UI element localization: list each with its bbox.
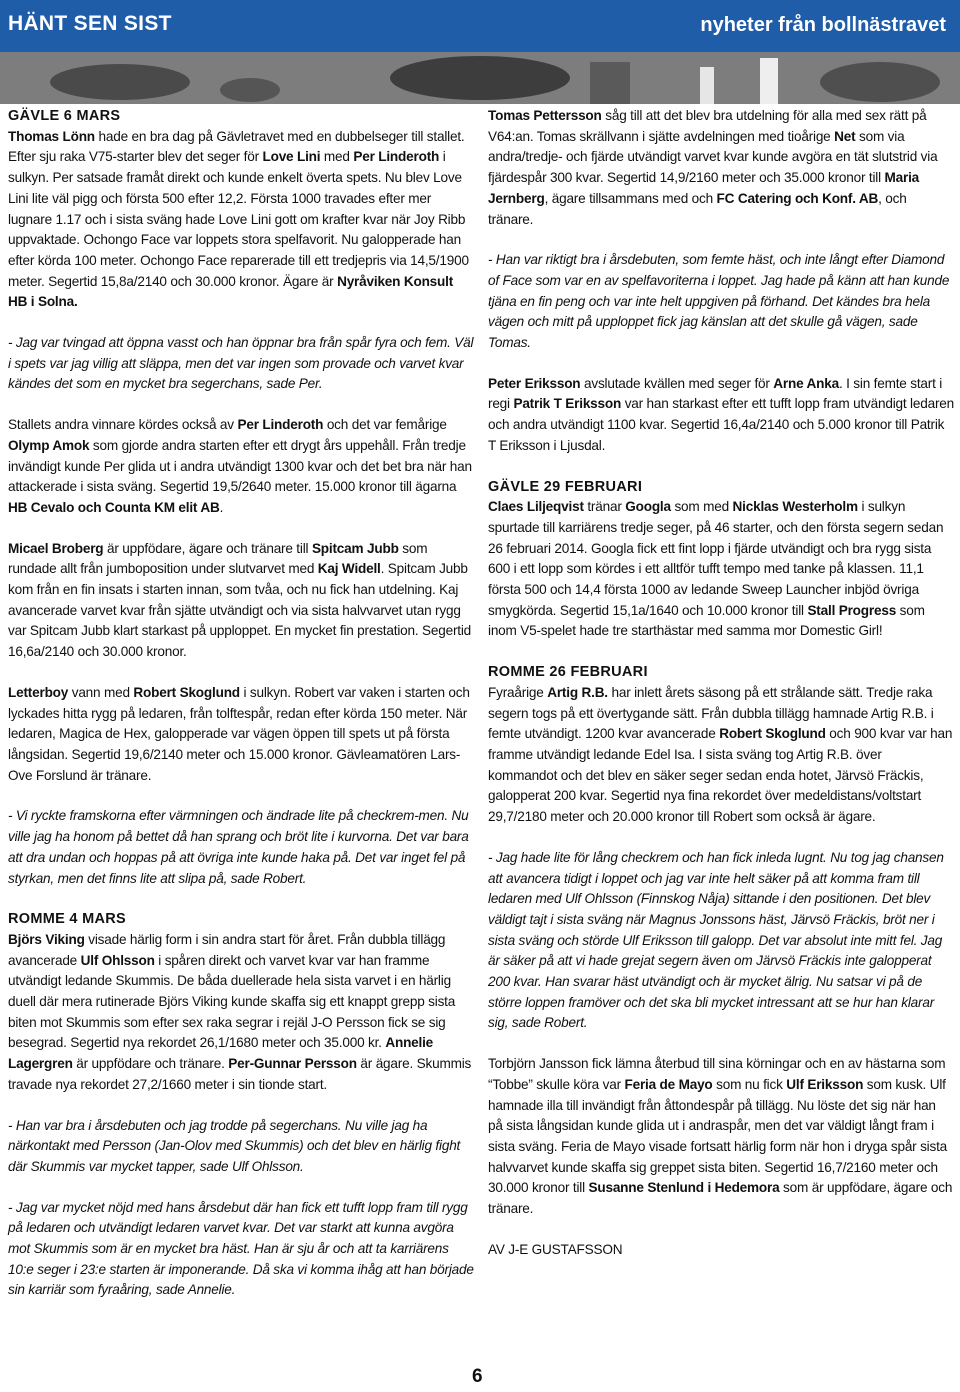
section-heading: GÄVLE 29 FEBRUARI [488, 478, 643, 495]
article-paragraph: Torbjörn Jansson fick lämna återbud till sina körningar och en av hästarna som “Tobbe” skulle köra var Feria de Mayo som nu fick Ulf Eriksson som kusk. Ulf hamnade illa till invändigt från åttondespår på tillägg. Nu löste det sig när han på sista långsidan kunde glida ut i andraspår, men det var väldigt långt fram i sista sväng. Feria de Mayo visade fortsatt härlig form när hon i dryga spår sista halvvarvet kunde skaffa sig greppet sista biten. Segertid 16,7/2160 meter och 30.000 kronor till Susanne Stenlund i Hedemora som är uppfödare, ägare och tränare. [488, 1056, 953, 1217]
bold-name: Ulf Eriksson [786, 1076, 864, 1092]
byline: AV J-E GUSTAFSSON [488, 1241, 623, 1257]
bold-name: Per-Gunnar Persson [228, 1056, 357, 1072]
section-heading: ROMME 26 FEBRUARI [488, 664, 648, 681]
article-paragraph: Fyraårige Artig R.B. har inlett årets säsong på ett strålande sätt. Tredje raka segern togs på ett övertygande sätt. Från dubbla tillägg hamnade Artig R.B. i femte utvändigt. 1200 kvar avancerade Robert Skoglund och 900 kvar var han framme utvändigt ledande Edel Isa. I sista sväng tog Artig R.B. över kommandot och det blev en säker seger sedan enda hotet, Järvsö Fräckis, galopperat 200 kvar. Segertid nya fina rekordet över medeldistans/voltstart 29,7/2180 meter och 20.000 kronor till Robert som också är ägare. [488, 684, 953, 825]
bold-name: Feria de Mayo [624, 1076, 713, 1092]
bold-name: Artig R.B. [547, 684, 608, 700]
article-paragraph: Björs Viking visade härlig form i sin andra start för året. Från dubbla tillägg avancerade Ulf Ohlsson i spåren direkt och varvet kvar var han framme utvändigt ledande Skummis. De båda duellerade hela sista varvet i en härlig duell där mera rutinerade Björs Viking kunde skaffa sig ett knappt grepp sista biten mot Skummis som efter sex raka segrar i rejäl J-O Persson fick se sig besegrad. Segertid nya rekordet 26,1/1680 meter och 35.000 kr. Annelie Lagergren är uppfödare och tränare. Per-Gunnar Persson är ägare. Skummis travade nya rekordet 27,2/1660 meter i sin tionde start. [8, 931, 472, 1092]
bold-name: Kaj Widell [317, 561, 381, 577]
bold-name: FC Catering och Konf. AB [716, 190, 879, 206]
quote-paragraph: - Vi ryckte framskorna efter värmningen och ändrade lite på checkrem-men. Nu ville jag ha honom på bettet då han sprang och bröt lite i kurvorna. Det var bara att dra undan och hoppas på att övriga inte kunde haka på. Det var inget fel på styrkan, men det finns lite att slipa på, sade Robert. [8, 808, 469, 886]
bold-name: Love Lini [262, 149, 321, 165]
quote-paragraph: - Han var bra i årsdebuten och jag trodde på segerchans. Nu ville jag ha närkontakt med Persson (Jan-Olov med Skummis) och det blev en härlig fight där Skummis var mycket tapper, sade Ulf Ohlsson. [8, 1117, 461, 1174]
bold-name: Annelie Lagergren [8, 1035, 434, 1072]
article-paragraph: Claes Liljeqvist tränar Googla som med Nicklas Westerholm i sulkyn spurtade till karriärens tredje seger, på 46 starter, och den första segern sedan 26 februari 2014. Googla fick ett fint lopp i fjärde utvändigt och bra rygg sista 600 i ett lopp som kördes i ett alltför tufft tempo med tanke på klassen. 11,1 första 500 och 14,4 första 1000 av ledande Sweep Launcher inbjöd övriga smygkörda. Segertid 15,1a/1640 och 10.000 kronor till Stall Progress som inom V5-spelet hade tre starthästar med samma mor Domestic Girl! [488, 499, 944, 639]
bold-name: Micael Broberg [8, 540, 104, 556]
bold-name: Peter Eriksson [488, 375, 581, 391]
bold-name: HB Cevalo och Counta KM elit AB [8, 499, 220, 515]
bold-name: Tomas Pettersson [488, 108, 602, 123]
right-column [488, 106, 954, 1280]
left-column [8, 106, 474, 1321]
bold-name: Nyråviken Konsult HB i Solna. [8, 273, 454, 310]
quote-paragraph: - Jag var mycket nöjd med hans årsdebut där han fick ett tufft lopp fram till rygg på ledaren och utvändigt ledaren varvet kvar. Det var starkt att kunna avgöra mot Skummis som är en mycket bra häst. Han är sju år och att ta karriärens 10:e seger i 23:e starten är imponerande. Då ska vi komma ihåg att han började sin karriär som fyraåring, sade Annelie. [8, 1199, 474, 1298]
bold-name: Thomas Lönn [8, 128, 95, 144]
page-header [0, 0, 960, 52]
bold-name: Ulf Ohlsson [80, 952, 155, 968]
quote-paragraph: - Jag var tvingad att öppna vasst och han öppnar bra från spår fyra och fem. Väl i spets var jag villig att släppa, men det var ingen som provade och varvet kvar kändes det som en mycket bra segerchans, sade Per. [8, 335, 474, 392]
bold-name: Susanne Stenlund i Hedemora [588, 1180, 780, 1196]
bold-name: Per Linderoth [237, 417, 324, 433]
article-paragraph: Stallets andra vinnare kördes också av Per Linderoth och det var femårige Olymp Amok som gjorde andra starten efter ett drygt års uppehåll. Från tredje invändigt kunde Per glida ut i andra utvändigt 1300 kvar och det bet bra när han attackerade i sista sväng. Segertid 19,5/2640 meter. 15.000 kronor till ägarna HB Cevalo och Counta KM elit AB. [8, 417, 472, 515]
bold-name: Olymp Amok [8, 437, 90, 453]
bold-name: Nicklas Westerholm [732, 499, 858, 515]
bold-name: Maria Jernberg [488, 170, 920, 206]
section-heading: GÄVLE 6 MARS [8, 108, 121, 124]
article-paragraph: Letterboy vann med Robert Skoglund i sulkyn. Robert var vaken i starten och lyckades hitta rygg på ledaren, från tolftespår, redan efter körda 150 meter. När ledaren, Magica de Hex, galopperade var vägen öppen till spets ut på första långsidan. Segertid 19,6/2140 meter och 15.000 kronor. Gävleamatören Lars-Ove Forslund är tränare. [8, 684, 470, 783]
bold-name: Patrik T Eriksson [513, 396, 622, 412]
bold-name: Björs Viking [8, 931, 85, 947]
bold-name: Per Linderoth [353, 149, 440, 165]
bold-name: Robert Skoglund [719, 726, 826, 742]
bold-name: Claes Liljeqvist [488, 499, 584, 515]
article-paragraph: Micael Broberg är uppfödare, ägare och tränare till Spitcam Jubb som rundade allt från jumboposition under slutvarvet med Kaj Widell. Spitcam Jubb kom från en fin insats i starten innan, som tvåa, och nu fick han utdelning. Kaj avancerade varvet kvar från sjätte utvändigt och via sista halvvarvet utan rygg var Spitcam Jubb klart starkast på upploppet. En mycket fin prestation. Segertid 16,6a/2140 och 30.000 kronor. [8, 540, 472, 660]
article-paragraph: Thomas Lönn hade en bra dag på Gävletravet med en dubbelseger till stallet. Efter sju raka V75-starter blev det seger för Love Lini med Per Linderoth i sulkyn. Per satsade framåt direkt och kunde enkelt överta spets. Nu blev Love Lini lite väl pigg och första 500 efter 12,2. Första 1000 travades efter mer lugnare 1.17 och i sista sväng hade Love Lini gott om krafter kvar när Joy Ribb uppvaktade. Ochongo Face var loppets stora spelfavorit. Nu galopperade han efter körda 100 meter. Ochongo Face reparerade till ett tredjepris via 14,5/1900 meter. Segertid 15,8a/2140 och 30.000 kronor. Ägare är Nyråviken Konsult HB i Solna. [8, 128, 469, 310]
section-heading: ROMME 4 MARS [8, 911, 126, 928]
bold-name: Spitcam Jubb [311, 540, 399, 556]
article-paragraph: Peter Eriksson avslutade kvällen med seger för Arne Anka. I sin femte start i regi Patrik T Eriksson var han starkast efter ett tufft lopp fram utvändigt ledaren och andra utvändigt 1100 kvar. Segertid 16,4a/2140 och 5.000 kronor till Patrik T Eriksson i Ljusdal. [488, 375, 954, 453]
section-subtitle: nyheter från bollnästravet [700, 14, 946, 36]
page-number: 6 [472, 1366, 483, 1387]
bold-name: Robert Skoglund [133, 684, 240, 700]
bold-name: Net [834, 128, 856, 144]
quote-paragraph: - Jag hade lite för lång checkrem och han fick inleda lugnt. Nu tog jag chansen att avancera tidigt i loppet och jag var inte helt säker på att komma fram till ledaren med Ulf Ohlsson (Finnskog Nåja) sittande i den positionen. Det blev väldigt tajt i sista sväng när Magnus Jonssons häst, Järvsö Fräckis, bröt ner i sista sväng och störde Ulf Eriksson till galopp. Det var absolut inte mitt fel. Jag är säker på att vi hade grejat segern även om Järvsö Fräckis inte galopperat 200 kvar. Han svarar häst utvändigt och är mycket älrig. Nu satsar vi på de större loppen framöver och det ska bli mycket intressant att se hur han klarar sig, sade Robert. [488, 849, 944, 1031]
bold-name: Stall Progress [807, 602, 897, 618]
section-title: HÄNT SEN SIST [8, 12, 172, 35]
bold-name: Arne Anka [773, 375, 839, 391]
header-photo [0, 52, 960, 104]
bold-name: Googla [625, 499, 671, 515]
quote-paragraph: - Han var riktigt bra i årsdebuten, som femte häst, och inte långt efter Diamond of Face som var en av spelfavoriterna i loppet. Jag hade på känn att han kunde tjäna en fin peng och var inte helt uppgiven på förhand. Det kändes bra hela vägen och mitt på upploppet fick jag känslan att det skulle gå vägen, sade Tomas. [488, 252, 950, 351]
bold-name: Letterboy [8, 684, 69, 700]
article-paragraph: Tomas Pettersson såg till att det blev bra utdelning för alla med sex rätt på V64:an. Tomas skrällvann i sjätte avdelningen med tioårige Net som via andra/tredje- och fjärde utvändigt varvet kvar kunde avgöra en tät slutstrid via fjärdespår 300 kvar. Segertid 14,9/2160 meter och 35.000 kronor till Maria Jernberg, ägare tillsammans med och FC Catering och Konf. AB, och tränare. [488, 108, 938, 227]
